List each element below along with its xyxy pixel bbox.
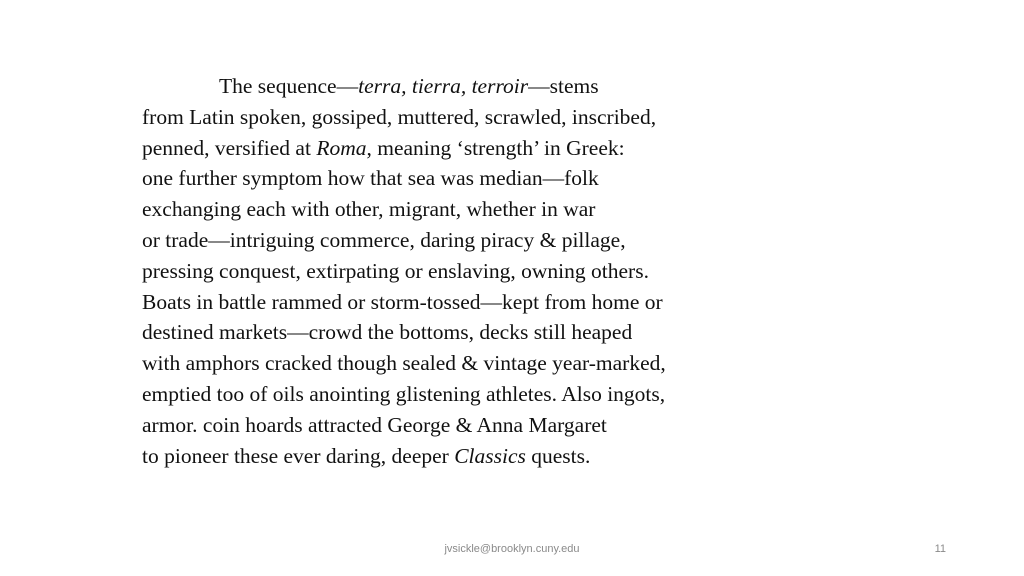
poem-line-8: Boats in battle rammed or storm-tossed―kept from home or xyxy=(142,289,663,314)
footer-email: jvsickle@brooklyn.cuny.edu xyxy=(444,543,580,555)
poem-line-1-part-c: —stems xyxy=(528,74,599,98)
poem-line-12: armor. coin hoards attracted George & Anna Margaret xyxy=(142,412,607,437)
poem-line-1-part-a: The sequence— xyxy=(219,74,359,98)
poem-line-3-part-c: , meaning ‘strength’ in Greek: xyxy=(366,135,625,160)
poem-line-13 xyxy=(142,441,842,472)
poem-line-5: exchanging each with other, migrant, whether in war xyxy=(142,197,596,222)
poem-line-10: with amphors cracked though sealed & vintage year-marked, xyxy=(142,351,666,376)
poem-line-3-italic: Roma xyxy=(316,135,367,160)
poem-line-2: from Latin spoken, gossiped, muttered, scrawled, inscribed, xyxy=(142,104,657,129)
poem-line-6: or trade—intriguing commerce, daring piracy & pillage, xyxy=(142,227,626,252)
poem-line-1-italic: terra, tierra, terroir xyxy=(358,74,529,98)
poem-line-3-part-a: penned, versified at xyxy=(142,135,317,160)
poem-line-9: destined markets―crowd the bottoms, decks still heaped xyxy=(142,320,633,345)
poem-line-13-italic: Classics xyxy=(454,443,526,468)
poem-line-13-part-c: quests. xyxy=(525,443,591,468)
poem-line-13-part-a: to pioneer these ever daring, deeper xyxy=(142,443,455,468)
poem-line-3 xyxy=(142,133,842,164)
poem-line-11: emptied too of oils anointing glistening athletes. Also ingots, xyxy=(142,381,666,406)
poem-line-7: pressing conquest, extirpating or enslaving, owning others. xyxy=(142,258,649,283)
poem-line-1 xyxy=(142,71,842,102)
poem-line-4: one further symptom how that sea was median―folk xyxy=(142,166,599,191)
slide-number: 11 xyxy=(934,543,946,555)
poem-text-block xyxy=(142,71,842,471)
